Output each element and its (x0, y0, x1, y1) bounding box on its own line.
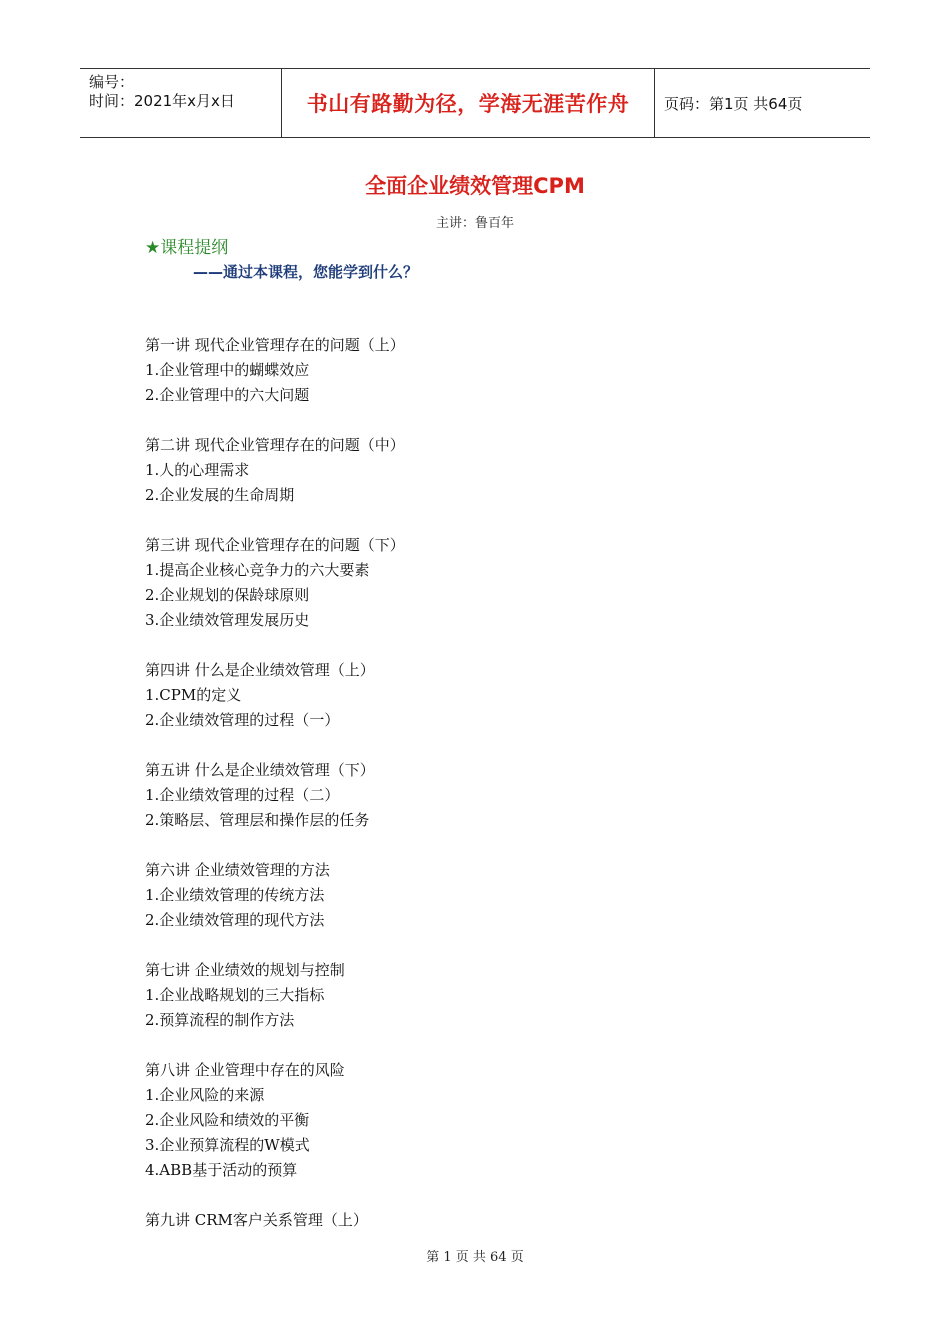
lecture-item: 2.企业管理中的六大问题 (145, 386, 310, 404)
lecture-item: 1.企业绩效管理的传统方法 (145, 886, 325, 904)
page-info: 页码：第1页 共64页 (664, 94, 803, 113)
header-info-cell (80, 69, 282, 137)
time-label: 时间：2021年x月x日 (89, 92, 235, 110)
lecture-item: 2.预算流程的制作方法 (145, 1011, 295, 1029)
lecture-block (145, 1208, 845, 1233)
lecture-item: 3.企业绩效管理发展历史 (145, 611, 310, 629)
lecture-item: 3.企业预算流程的W模式 (145, 1136, 310, 1154)
lecture-block (145, 533, 845, 633)
lecture-item: 2.企业规划的保龄球原则 (145, 586, 310, 604)
lecture-item: 2.企业发展的生命周期 (145, 486, 295, 504)
lecture-title: 第四讲 什么是企业绩效管理（上） (145, 661, 375, 679)
lecture-item: 1.企业战略规划的三大指标 (145, 986, 325, 1004)
number-label: 编号： (89, 73, 135, 91)
lecture-block (145, 858, 845, 933)
lecture-title: 第八讲 企业管理中存在的风险 (145, 1061, 345, 1079)
lecture-block (145, 958, 845, 1033)
lecture-item: 4.ABB基于活动的预算 (145, 1161, 298, 1179)
lecture-title: 第二讲 现代企业管理存在的问题（中） (145, 436, 405, 454)
outline-subtitle: ——通过本课程，您能学到什么？ (193, 263, 419, 281)
lecture-title: 第三讲 现代企业管理存在的问题（下） (145, 536, 405, 554)
lecture-title: 第九讲 CRM客户关系管理（上） (145, 1211, 368, 1229)
lecture-item: 1.提高企业核心竞争力的六大要素 (145, 561, 370, 579)
outline-heading: ★课程提纲 (145, 238, 229, 258)
lecture-item: 1.人的心理需求 (145, 461, 250, 479)
speaker: 主讲：鲁百年 (435, 216, 514, 231)
lecture-block (145, 1058, 845, 1183)
document-title: 全面企业绩效管理CPM (365, 174, 585, 198)
motto: 书山有路勤为径，学海无涯苦作舟 (282, 69, 655, 137)
lecture-title: 第六讲 企业绩效管理的方法 (145, 861, 330, 879)
lecture-item: 2.企业绩效管理的过程（一） (145, 711, 340, 729)
lecture-block (145, 333, 845, 408)
page-footer: 第 1 页 共 64 页 (426, 1250, 524, 1265)
lecture-item: 2.企业风险和绩效的平衡 (145, 1111, 310, 1129)
lecture-item: 2.策略层、管理层和操作层的任务 (145, 811, 370, 829)
lecture-list (145, 333, 845, 1258)
lecture-block (145, 758, 845, 833)
lecture-item: 2.企业绩效管理的现代方法 (145, 911, 325, 929)
lecture-item: 1.CPM的定义 (145, 686, 242, 704)
lecture-block (145, 433, 845, 508)
lecture-item: 1.企业风险的来源 (145, 1086, 265, 1104)
lecture-title: 第五讲 什么是企业绩效管理（下） (145, 761, 375, 779)
header-table (80, 68, 870, 138)
lecture-title: 第一讲 现代企业管理存在的问题（上） (145, 336, 405, 354)
lecture-title: 第七讲 企业绩效的规划与控制 (145, 961, 345, 979)
lecture-block (145, 658, 845, 733)
lecture-item: 1.企业绩效管理的过程（二） (145, 786, 340, 804)
lecture-item: 1.企业管理中的蝴蝶效应 (145, 361, 310, 379)
